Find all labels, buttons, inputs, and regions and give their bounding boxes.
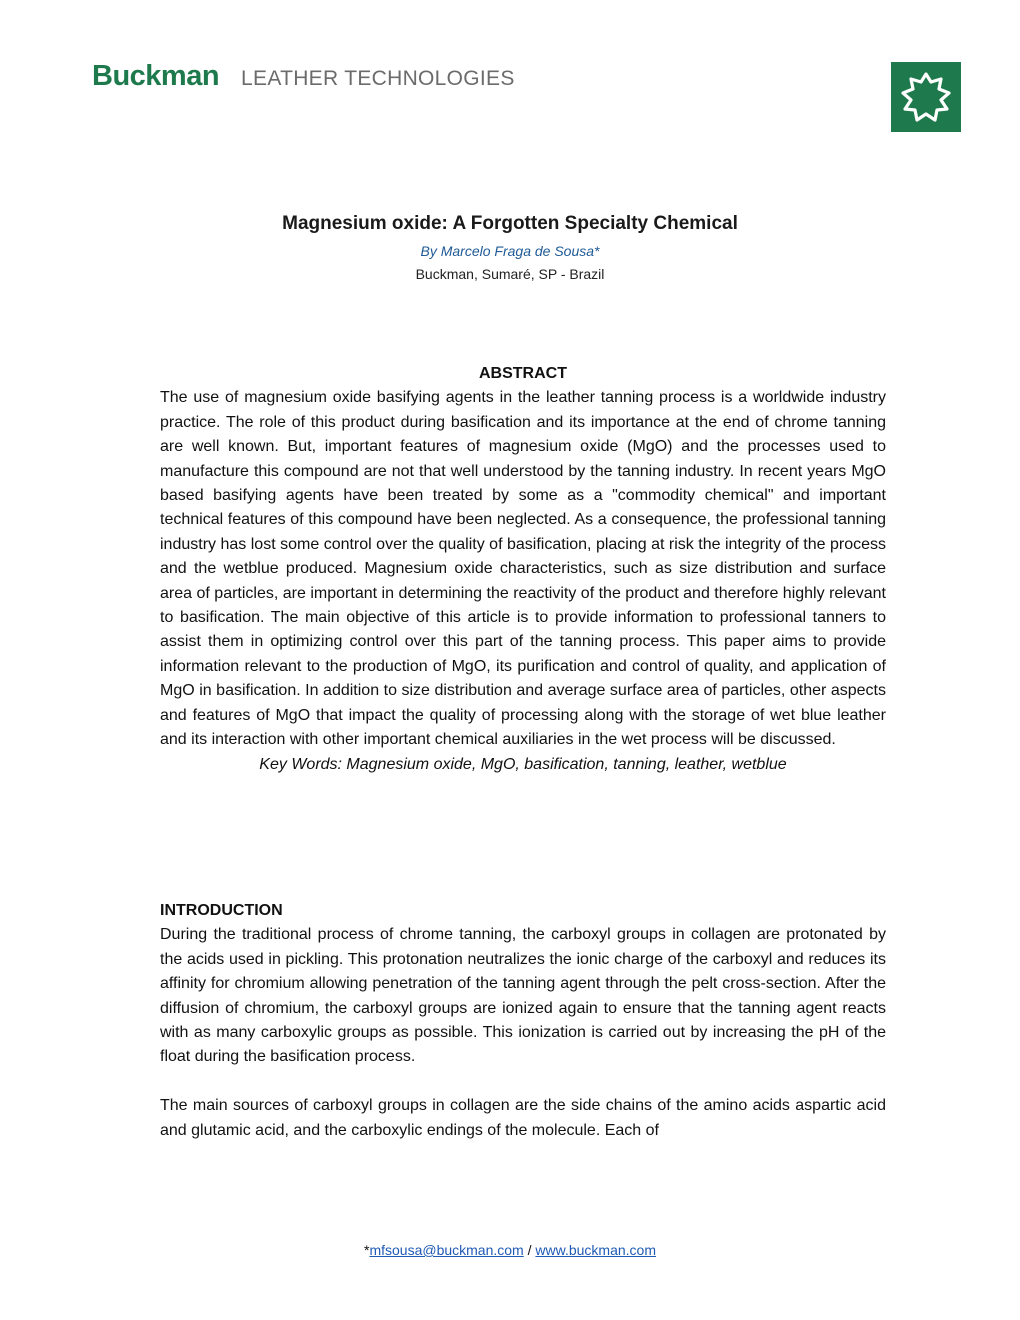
brand-name: Buckman <box>92 60 220 92</box>
keywords-line: Key Words: Magnesium oxide, MgO, basification, tanning, leather, wetblue <box>259 755 787 773</box>
article-affiliation: Buckman, Sumaré, SP - Brazil <box>415 266 605 282</box>
introduction-section <box>160 899 886 1143</box>
introduction-paragraph-2: The main sources of carboxyl groups in collagen are the side chains of the amino acids aspartic acid and glutamic acid, and the carboxylic endings of the molecule. Each of <box>160 1097 886 1139</box>
abstract-section <box>160 362 886 777</box>
article-title: Magnesium oxide: A Forgotten Specialty Chemical <box>282 213 738 234</box>
footer-separator: / <box>523 1242 536 1258</box>
brand-subtitle: LEATHER TECHNOLOGIES <box>241 67 515 90</box>
introduction-heading: INTRODUCTION <box>160 902 283 919</box>
abstract-text: The use of magnesium oxide basifying agents in the leather tanning process is a worldwide industry practice. The role of this product during basification and its importance at the end of chrome tanning are well known. But, important features of magnesium oxide (MgO) and the processes used to manufacture this compound are not that well understood by the tanning industry. In recent years MgO based basifying agents have been treated by some as a "commodity chemical" and important technical features of this compound have been neglected. As a consequence, the professional tanning industry has lost some control over the quality of basification, placing at risk the integrity of the process and the wetblue produced. Magnesium oxide characteristics, such as size distribution and surface area of particles, are important in determining the reactivity of the product and therefore highly relevant to basification. The main objective of this article is to provide information to professional tanners to assist them in optimizing control over this part of the tanning process. This paper aims to provide information relevant to the production of MgO, its purification and control of quality, and application of MgO in basification. In addition to size distribution and average surface area of particles, other aspects and features of MgO that impact the quality of processing along with the storage of wet blue leather and its interaction with other important chemical auxiliaries in the wet process will be discussed. <box>160 389 886 749</box>
introduction-paragraph-1: During the traditional process of chrome tanning, the carboxyl groups in collagen are protonated by the acids used in pickling. This protonation neutralizes the ionic charge of the carboxyl and reduces its affinity for chromium allowing penetration of the tanning agent through the pelt cross-section. After the diffusion of chromium, the carboxyl groups are ionized again to ensure that the tanning agent reacts with as many carboxylic groups as possible. This ionization is carried out by increasing the pH of the float during the basification process. <box>160 926 886 1066</box>
article-byline: By Marcelo Fraga de Sousa* <box>420 243 600 259</box>
page-header <box>92 60 515 96</box>
footer-prefix: * <box>364 1242 370 1258</box>
footer-website-link[interactable]: www.buckman.com <box>535 1242 656 1258</box>
footer-email-link[interactable]: mfsousa@buckman.com <box>369 1242 524 1258</box>
abstract-heading: ABSTRACT <box>479 365 567 382</box>
leather-hide-icon <box>891 62 961 132</box>
page-footer <box>0 1242 1020 1258</box>
